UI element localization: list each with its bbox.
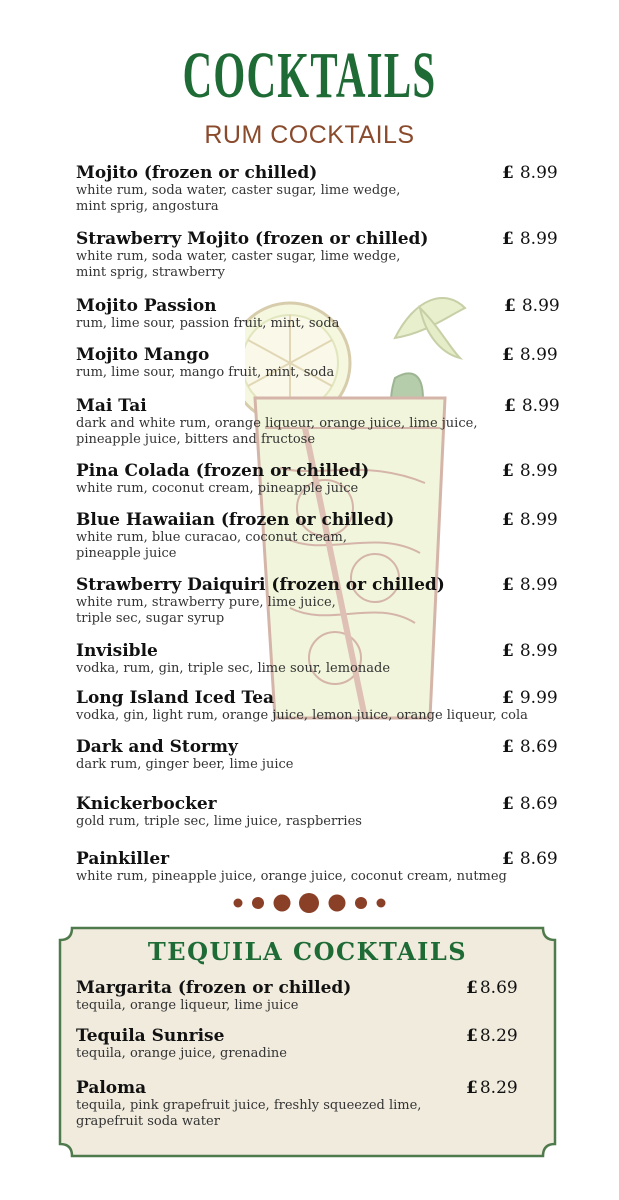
pound-sign: £	[466, 978, 478, 998]
item-name: Knickerbocker	[76, 794, 217, 814]
item-price	[466, 978, 518, 998]
menu-item	[76, 396, 566, 448]
menu-item	[76, 296, 566, 332]
pound-sign: £	[502, 849, 514, 869]
price-value: 8.99	[519, 461, 558, 481]
item-price	[502, 794, 558, 814]
menu-item	[76, 461, 566, 497]
item-price	[502, 345, 558, 365]
menu-item	[76, 849, 566, 885]
item-price	[502, 229, 558, 249]
item-name: Mojito Passion	[76, 296, 217, 316]
menu-item	[76, 163, 566, 215]
item-price	[502, 688, 558, 708]
item-price	[502, 461, 558, 481]
item-name: Strawberry Mojito (frozen or chilled)	[76, 229, 429, 249]
item-description: white rum, soda water, caster sugar, lime wedge,	[76, 183, 401, 198]
pound-sign: £	[504, 396, 516, 416]
item-price	[502, 510, 558, 530]
menu-item	[76, 229, 566, 281]
price-value: 8.99	[519, 345, 558, 365]
pound-sign: £	[466, 1078, 478, 1098]
pound-sign: £	[502, 345, 514, 365]
item-price	[502, 575, 558, 595]
item-name: Mojito Mango	[76, 345, 210, 365]
price-value: 8.69	[519, 737, 558, 757]
section-title-rum: RUM COCKTAILS	[204, 121, 415, 149]
pound-sign: £	[502, 737, 514, 757]
pound-sign: £	[466, 1026, 478, 1046]
item-description: pineapple juice	[76, 546, 177, 561]
item-price	[504, 296, 560, 316]
pound-sign: £	[502, 163, 514, 183]
item-description: white rum, coconut cream, pineapple juice	[76, 481, 359, 496]
price-value: 8.99	[519, 229, 558, 249]
menu-item	[76, 794, 566, 830]
price-value: 8.99	[521, 296, 560, 316]
item-name: Mojito (frozen or chilled)	[76, 163, 318, 183]
price-value: 8.99	[521, 396, 560, 416]
item-description: white rum, strawberry pure, lime juice,	[76, 595, 336, 610]
item-description: rum, lime sour, passion fruit, mint, soda	[76, 316, 340, 331]
item-name: Strawberry Daiquiri (frozen or chilled)	[76, 575, 445, 595]
item-name: Long Island Iced Tea	[76, 688, 275, 708]
price-value: 8.69	[519, 794, 558, 814]
price-value: 8.99	[519, 575, 558, 595]
pound-sign: £	[502, 688, 514, 708]
price-value: 8.99	[519, 641, 558, 661]
item-description: vodka, rum, gin, triple sec, lime sour, lemonade	[76, 661, 391, 676]
item-description: triple sec, sugar syrup	[76, 611, 225, 626]
menu-item	[76, 1078, 566, 1130]
item-description: tequila, orange liqueur, lime juice	[76, 998, 299, 1013]
item-name: Invisible	[76, 641, 158, 661]
item-description: white rum, pineapple juice, orange juice, coconut cream, nutmeg	[76, 869, 507, 884]
pound-sign: £	[502, 641, 514, 661]
item-price	[502, 641, 558, 661]
item-price	[504, 396, 560, 416]
item-description: vodka, gin, light rum, orange juice, lemon juice, orange liqueur, cola	[76, 708, 528, 723]
menu-item	[76, 688, 566, 724]
price-value: 8.69	[479, 978, 518, 998]
item-price	[502, 737, 558, 757]
menu-item	[76, 345, 566, 381]
section-title-tequila: TEQUILA COCKTAILS	[147, 937, 468, 966]
pound-sign: £	[502, 461, 514, 481]
pound-sign: £	[502, 510, 514, 530]
item-name: Margarita (frozen or chilled)	[76, 978, 352, 998]
decorative-dots-divider	[0, 891, 619, 915]
item-description: dark and white rum, orange liqueur, orange juice, lime juice,	[76, 416, 478, 431]
menu-item	[76, 641, 566, 677]
price-value: 8.29	[479, 1078, 518, 1098]
item-price	[502, 849, 558, 869]
item-name: Blue Hawaiian (frozen or chilled)	[76, 510, 395, 530]
item-description: mint sprig, angostura	[76, 199, 219, 214]
item-description: grapefruit soda water	[76, 1114, 220, 1129]
menu-item	[76, 510, 566, 562]
pound-sign: £	[502, 575, 514, 595]
menu-item	[76, 737, 566, 773]
price-value: 8.29	[479, 1026, 518, 1046]
pound-sign: £	[502, 794, 514, 814]
item-name: Dark and Stormy	[76, 737, 238, 757]
pound-sign: £	[504, 296, 516, 316]
menu-item	[76, 575, 566, 627]
item-name: Mai Tai	[76, 396, 147, 416]
item-description: white rum, soda water, caster sugar, lime wedge,	[76, 249, 401, 264]
menu-item	[76, 978, 566, 1014]
price-value: 8.99	[519, 510, 558, 530]
pound-sign: £	[502, 229, 514, 249]
item-name: Pina Colada (frozen or chilled)	[76, 461, 370, 481]
item-price	[466, 1078, 518, 1098]
item-name: Painkiller	[76, 849, 170, 869]
item-description: gold rum, triple sec, lime juice, raspberries	[76, 814, 362, 829]
price-value: 9.99	[519, 688, 558, 708]
item-name: Paloma	[76, 1078, 147, 1098]
item-description: mint sprig, strawberry	[76, 265, 225, 280]
item-description: tequila, pink grapefruit juice, freshly squeezed lime,	[76, 1098, 422, 1113]
item-description: tequila, orange juice, grenadine	[76, 1046, 287, 1061]
item-price	[466, 1026, 518, 1046]
item-description: pineapple juice, bitters and fructose	[76, 432, 316, 447]
item-description: dark rum, ginger beer, lime juice	[76, 757, 294, 772]
price-value: 8.99	[519, 163, 558, 183]
price-value: 8.69	[519, 849, 558, 869]
item-price	[502, 163, 558, 183]
page-title: COCKTAILS	[182, 39, 437, 112]
item-name: Tequila Sunrise	[76, 1026, 225, 1046]
menu-item	[76, 1026, 566, 1062]
item-description: rum, lime sour, mango fruit, mint, soda	[76, 365, 335, 380]
item-description: white rum, blue curacao, coconut cream,	[76, 530, 348, 545]
